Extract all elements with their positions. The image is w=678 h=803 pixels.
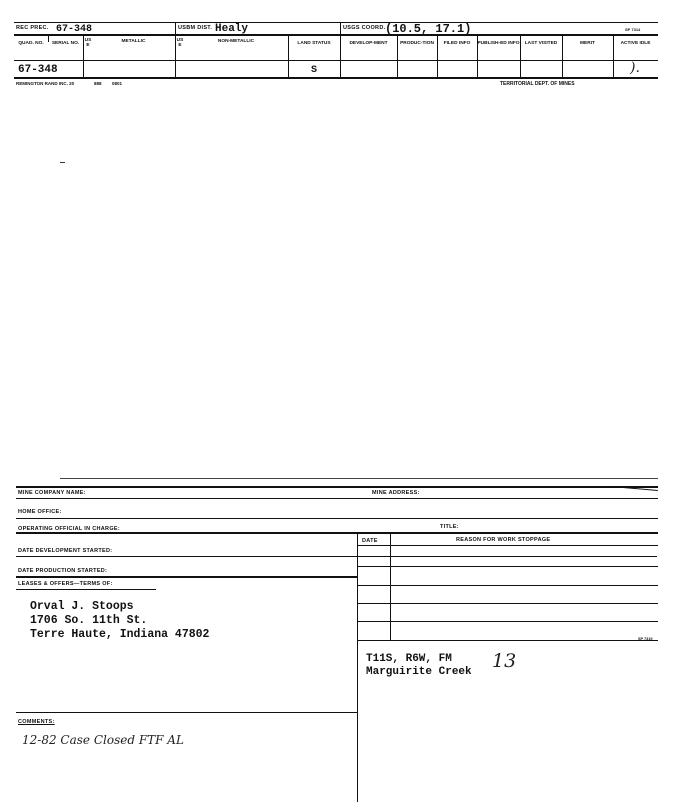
scan-mark: [60, 162, 65, 163]
leases-label: LEASES & OFFERS—TERMS OF:: [18, 581, 113, 587]
col-filed-info: FILED INFO: [443, 41, 471, 46]
row-quad-serial: 67-348: [18, 64, 58, 76]
usgs-coord-label: USGS COORD.: [343, 25, 386, 31]
footer-right: TERRITORIAL DEPT. OF MINES: [500, 81, 575, 87]
col-metallic: METALLIC: [121, 39, 146, 44]
footer-left: REMINGTON RAND INC. 20: [16, 81, 75, 86]
col-use-nonmetallic: USE: [176, 38, 184, 48]
date-development-label: DATE DEVELOPMENT STARTED:: [18, 548, 113, 554]
col-published-info: PUBLISH-ED INFO: [477, 41, 520, 46]
col-use-metallic: USE: [84, 38, 92, 48]
date-production-label: DATE PRODUCTION STARTED:: [18, 568, 108, 574]
comments-value: 12-82 Case Closed FTF AL: [22, 733, 184, 747]
owner-city: Terre Haute, Indiana 47802: [30, 628, 210, 641]
col-merit: MERIT: [580, 41, 595, 46]
rec-prec-value: 67-348: [56, 24, 93, 35]
mine-address-label: MINE ADDRESS:: [372, 490, 420, 496]
operating-official-label: OPERATING OFFICIAL IN CHARGE:: [18, 526, 120, 532]
col-land-status: LAND STATUS: [297, 41, 331, 46]
col-nonmetallic: NON-METALLIC: [217, 39, 255, 44]
footer-code-1: 888: [94, 81, 102, 86]
col-development: DEVELOP-MENT: [349, 41, 388, 46]
top-form-number: SP 7314: [625, 27, 641, 32]
col-active-idle: ACTIVE IDLE: [620, 41, 651, 46]
col-last-visited: LAST VISITED: [524, 41, 558, 46]
rec-prec-label: REC PREC.: [16, 25, 49, 31]
col-serial: SERIAL NO.: [51, 41, 80, 46]
col-quad: QUAD. NO.: [18, 41, 44, 46]
footer-code-2: 0801: [112, 81, 123, 86]
usgs-coord-value: (10.5, 17.1): [385, 22, 472, 36]
usbm-dist-value: Healy: [215, 23, 249, 35]
owner-name: Orval J. Stoops: [30, 600, 134, 613]
title-label: TITLE:: [440, 524, 459, 530]
location-hand-number: 13: [492, 650, 517, 672]
row-land-status: S: [311, 65, 318, 76]
owner-street: 1706 So. 11th St.: [30, 614, 148, 627]
bottom-form-number: SP 7319: [638, 637, 653, 641]
home-office-label: HOME OFFICE:: [18, 509, 62, 515]
col-production: PRODUC-TION: [400, 41, 434, 46]
row-active-mark: ).: [630, 60, 640, 76]
date-column-label: DATE: [362, 538, 378, 544]
location-township: T11S, R6W, FM: [366, 653, 452, 665]
comments-label: COMMENTS:: [18, 719, 55, 725]
location-creek: Marguirite Creek: [366, 666, 472, 678]
reason-column-label: REASON FOR WORK STOPPAGE: [456, 537, 551, 543]
usbm-dist-label: USBM DIST.: [178, 25, 213, 31]
mine-company-name-label: MINE COMPANY NAME:: [18, 490, 86, 496]
